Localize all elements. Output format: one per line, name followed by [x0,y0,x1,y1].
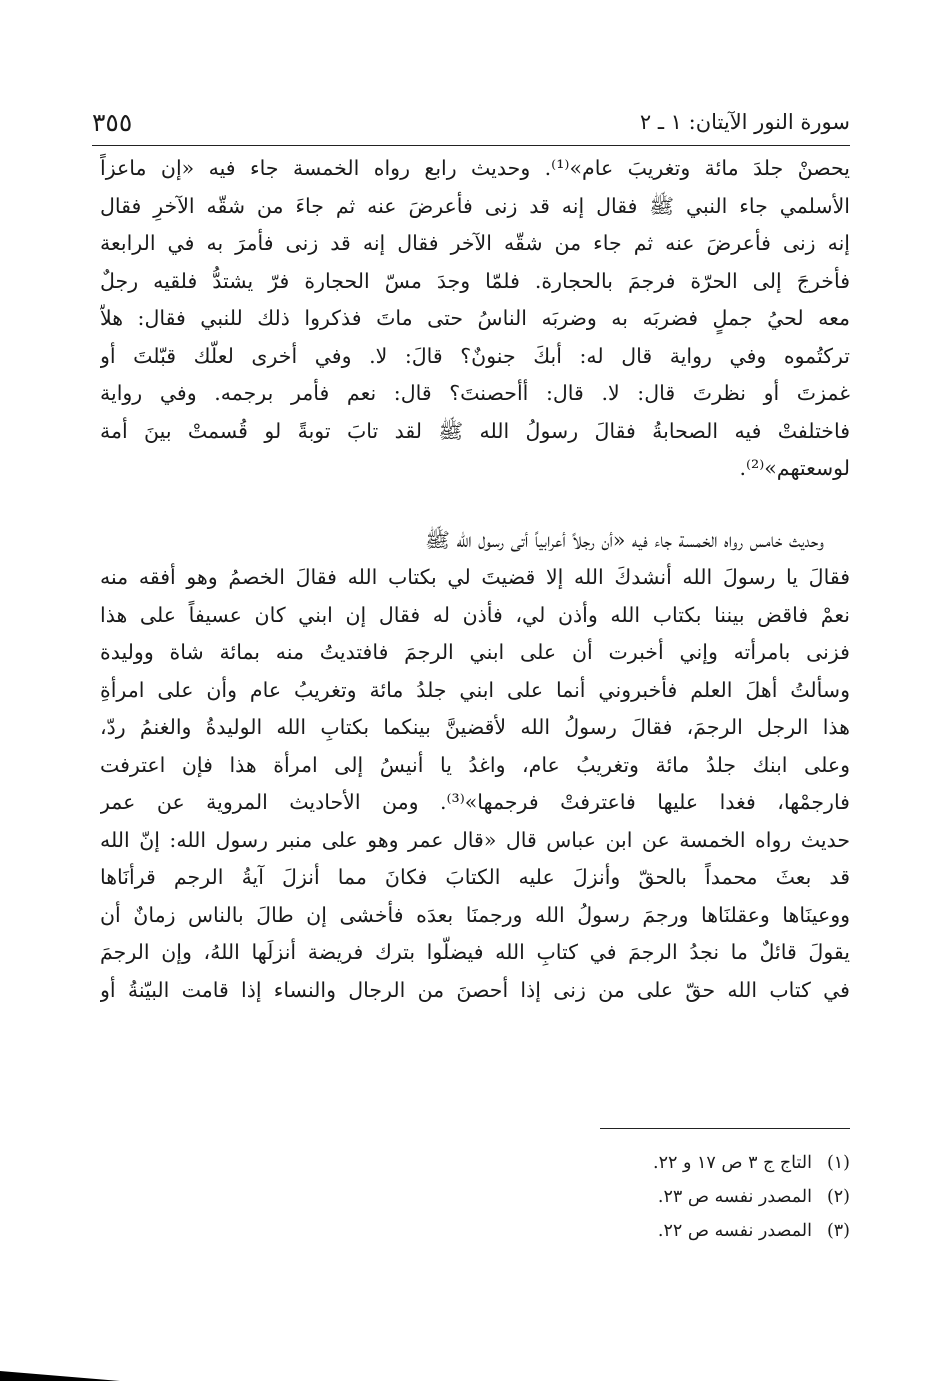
scan-edge-shadow [0,1371,120,1381]
text-line: فقالَ يا رسولَ الله أنشدكَ الله إلا قضيتَ لي بكتاب الله فقالَ الخصمُ وهو أفقه منه [100,565,850,589]
text-line: فارجمْها، فغدا عليها فاعترفتْ فرجمها»⁽³⁾. ومن الأحاديث المروية عن عمر [100,790,850,814]
footnote-marker: (٣) [826,1221,850,1241]
text-line: هذا الرجل الرجمَ، فقالَ رسولُ الله لأقضينَّ بينكما بكتابِ الله الوليدةُ والغنمُ ردّ، [100,715,850,739]
footnote-marker: (١) [826,1153,850,1173]
text-line: إنه زنى فأعرضَ عنه ثم جاء من شقّه الآخر فقال إنه قد زنى فأمرَ به في الرابعة [100,231,850,255]
header-rule [92,145,850,146]
text-line: فاختلفتْ فيه الصحابةُ فقالَ رسولُ الله ﷺ لقد تابَ توبةً لو قُسمتْ بينَ أمة [100,418,850,443]
footnotes [250,1146,850,1248]
text-line: يحصنْ جلدَ مائة وتغريبَ عام»⁽¹⁾. وحديث رابع رواه الخمسة جاء فيه «إن ماعزاً [100,156,850,180]
text-line: فزنى بامرأته وإني أخبرت أن على ابني الرجمَ فافتديتُ منه بمائة شاة ووليدة [100,640,850,664]
text-line: وعلى ابنك جلدُ مائة وتغريبُ عام، واغدُ يا أنيسُ إلى امرأة هذا فإن اعترفت [100,752,850,777]
text-line: قد بعثَ محمداً بالحقّ وأنزلَ عليه الكتابَ فكانَ مما أنزلَ آيةُ الرجم قرأنَاها [100,865,850,889]
text-line: تركتُموه وفي رواية قال له: أبكَ جنونٌ؟ قالَ: لا. وفي أخرى لعلّك قبّلتَ أو [100,343,850,368]
text-line: غمزتَ أو نظرتَ قال: لا. قال: أأحصنتَ؟ قال: نعم فأمر برجمه. وفي رواية [100,381,850,405]
paragraph-1 [100,150,850,488]
footnote-2 [250,1180,850,1214]
paragraph-2 [100,522,850,1010]
footnote-rule [600,1128,850,1129]
text-line: وسألتُ أهلَ العلم فأخبروني أنما على ابني جلدُ مائة وتغريبُ عام وأن على امرأةِ [100,677,850,702]
text-line: ووعينَاها وعقلنَاها ورجمَ رسولُ الله ورجمنَا بعدَه فأخشى إن طالَ بالناس زمانٌ أن [100,902,850,927]
text-line: الأسلمي جاء النبي ﷺ فقال إنه قد زنى فأعرضَ عنه ثم جاءَ من شقّه الآخرِ فقال [100,193,850,218]
footnote-1 [250,1146,850,1180]
page-header [92,98,850,146]
footnote-text: المصدر نفسه ص ٢٣. [657,1187,812,1207]
page-body [100,150,850,1009]
text-line: حديث رواه الخمسة عن ابن عباس قال «قال عمر وهو على منبر رسول الله: إنّ الله [100,827,850,852]
text-line: وحديث خامس رواه الخمسة جاء فيه «أن رجلاً أعرابياً أتى رسول الله ﷺ [425,527,824,552]
footnote-3 [250,1214,850,1248]
page-number: ٣٥٥ [92,107,133,137]
text-line: في كتاب الله حقّ على من زنى إذا أحصنَ من الرجال والنساء إذا قامت البيّنةُ أو [100,977,850,1002]
text-line: نعمْ فاقض بيننا بكتاب الله وأذن لي، فأذن له فقال إن ابني كان عسيفاً على هذا [100,602,850,627]
footnote-text: التاج ج ٣ ص ١٧ و ٢٢. [652,1153,812,1173]
text-line: فأخرجَ إلى الحرّة فرجمَ بالحجارة. فلمّا وجدَ مسّ الحجارة فرّ يشتدُّ فلقيه رجلٌ [100,268,850,293]
text-line: يقولَ قائلٌ ما نجدُ الرجمَ في كتابِ الله فيضلّوا بترك فريضة أنزلَها اللهُ، وإن الرجمَ [100,940,850,964]
footnote-text: المصدر نفسه ص ٢٢. [657,1221,812,1241]
text-line: معه لحيُ جملٍ فضربَه به وضربَه الناسُ حتى ماتَ فذكروا ذلك للنبي فقال: هلاّ [100,306,850,330]
footnote-marker: (٢) [826,1187,850,1207]
text-line: لوسعتهم»⁽²⁾. [739,456,850,480]
running-title: سورة النور الآيتان: ١ ـ ٢ [639,110,850,134]
